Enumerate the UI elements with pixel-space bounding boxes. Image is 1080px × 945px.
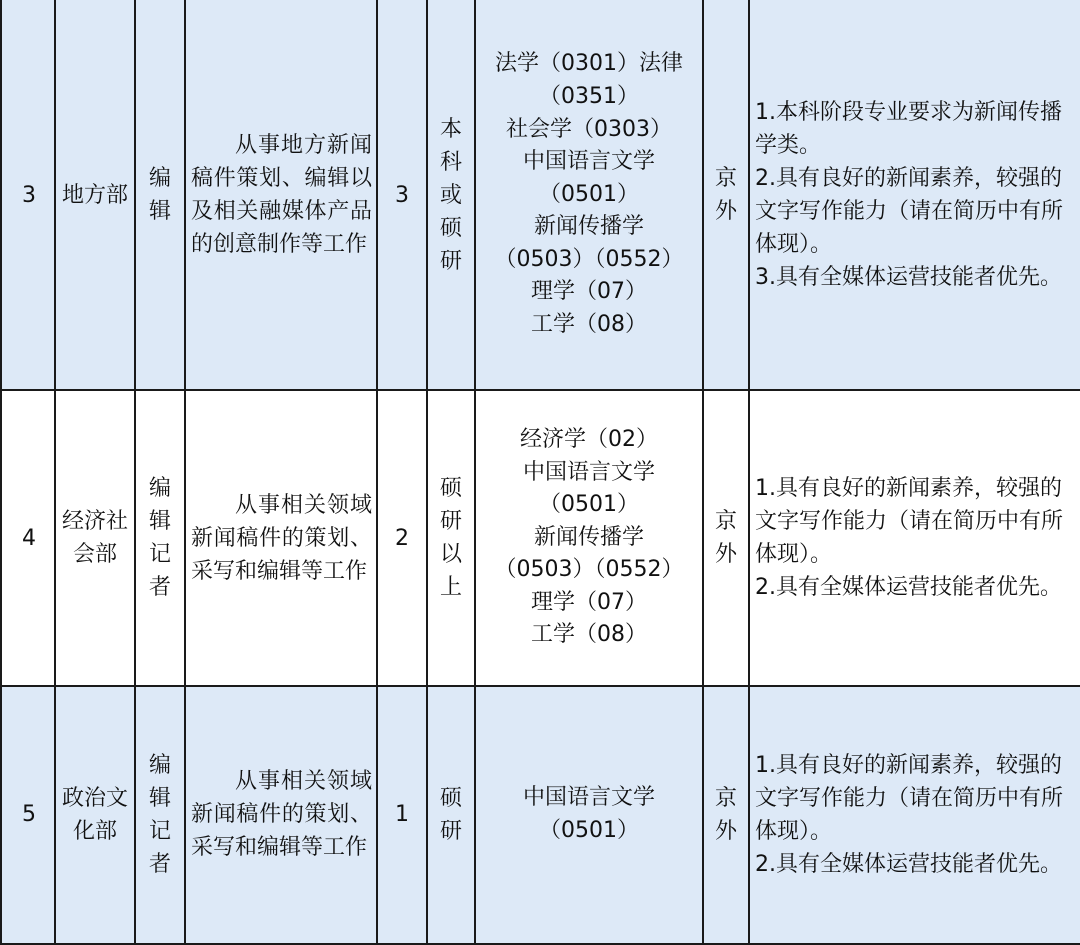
requirement-item: 3.具有全媒体运营技能者优先。 bbox=[755, 265, 1062, 290]
majors-list bbox=[523, 782, 655, 847]
major-line: 工学（08） bbox=[530, 622, 647, 648]
column-divider bbox=[376, 0, 378, 945]
column-divider bbox=[54, 0, 56, 945]
major-line: 理学（07） bbox=[530, 279, 647, 305]
major-line: 中国语言文学 bbox=[522, 784, 655, 810]
duty-text: 从事地方新闻稿件策划、编辑以及相关融媒体产品的创意制作等工作 bbox=[191, 133, 372, 257]
requirement-item: 2.具有良好的新闻素养，较强的文字写作能力（请在简历中有所体现）。 bbox=[755, 166, 1064, 257]
duty-text: 从事相关领域新闻稿件的策划、采写和编辑等工作 bbox=[191, 492, 372, 584]
department-name: 经济社会部 bbox=[61, 509, 128, 567]
requirement-item: 2.具有全媒体运营技能者优先。 bbox=[755, 575, 1062, 600]
education-level: 硕研 bbox=[439, 785, 462, 844]
major-line: 理学（07） bbox=[530, 589, 647, 615]
major-line: 中国语言文学 bbox=[522, 149, 655, 175]
position-cell bbox=[136, 390, 184, 686]
department-cell bbox=[56, 390, 134, 686]
major-line: 工学（08） bbox=[530, 312, 647, 338]
department-cell bbox=[56, 686, 134, 943]
duty-text: 从事相关领域新闻稿件的策划、采写和编辑等工作 bbox=[191, 769, 372, 860]
table-row bbox=[2, 390, 1080, 686]
major-line: （0501） bbox=[538, 181, 639, 207]
requirements-list bbox=[755, 472, 1074, 604]
column-divider bbox=[748, 0, 750, 945]
major-line: 法学（0301）法律 bbox=[494, 51, 683, 77]
requirements-list bbox=[755, 749, 1074, 881]
row-divider bbox=[2, 685, 1080, 687]
location-cell bbox=[704, 0, 748, 390]
position-cell bbox=[136, 686, 184, 943]
row-number: 3 bbox=[22, 182, 36, 208]
duty-cell bbox=[186, 686, 376, 943]
headcount: 3 bbox=[395, 182, 409, 208]
position-cell bbox=[136, 0, 184, 390]
requirement-item: 1.本科阶段专业要求为新闻传播学类。 bbox=[755, 100, 1062, 158]
major-line: （0501） bbox=[538, 817, 639, 843]
column-divider bbox=[184, 0, 186, 945]
requirements-cell bbox=[750, 686, 1080, 943]
requirements-cell bbox=[750, 390, 1080, 686]
education-cell bbox=[428, 390, 474, 686]
location-cell bbox=[704, 686, 748, 943]
column-divider bbox=[426, 0, 428, 945]
column-divider bbox=[702, 0, 704, 945]
major-line: 中国语言文学 bbox=[522, 459, 655, 485]
requirement-item: 1.具有良好的新闻素养，较强的文字写作能力（请在简历中有所体现）。 bbox=[755, 476, 1064, 567]
location-text: 京外 bbox=[714, 509, 737, 567]
requirement-item: 2.具有全媒体运营技能者优先。 bbox=[755, 851, 1062, 877]
majors-cell bbox=[476, 390, 702, 686]
duty-cell bbox=[186, 390, 376, 686]
education-cell bbox=[428, 686, 474, 943]
table-row bbox=[2, 0, 1080, 390]
headcount: 1 bbox=[395, 802, 409, 827]
requirement-item: 1.具有良好的新闻素养，较强的文字写作能力（请在简历中有所体现）。 bbox=[755, 752, 1064, 844]
requirements-cell bbox=[750, 0, 1080, 390]
education-level: 硕研以上 bbox=[439, 476, 462, 600]
education-cell bbox=[428, 0, 474, 390]
major-line: 社会学（0303） bbox=[505, 116, 672, 142]
department-name: 政治文化部 bbox=[61, 785, 128, 844]
major-line: （0501） bbox=[538, 492, 639, 518]
table-row bbox=[2, 686, 1080, 943]
department-cell bbox=[56, 0, 134, 390]
row-number: 5 bbox=[22, 802, 36, 827]
duty-cell bbox=[186, 0, 376, 390]
column-divider bbox=[134, 0, 136, 945]
position-name: 编辑 bbox=[148, 166, 171, 224]
major-line: 新闻传播学 bbox=[533, 214, 644, 240]
major-line: （0351） bbox=[538, 83, 639, 109]
headcount: 2 bbox=[395, 525, 409, 551]
major-line: 新闻传播学 bbox=[533, 524, 644, 550]
position-name: 编辑记者 bbox=[148, 752, 171, 877]
major-line: 经济学（02） bbox=[519, 426, 658, 452]
department-name: 地方部 bbox=[61, 182, 128, 208]
majors-list bbox=[495, 424, 684, 652]
row-number: 4 bbox=[22, 525, 36, 551]
location-text: 京外 bbox=[714, 166, 737, 224]
position-name: 编辑记者 bbox=[148, 476, 171, 600]
education-level: 本科或硕研 bbox=[439, 116, 462, 274]
majors-cell bbox=[476, 0, 702, 390]
location-text: 京外 bbox=[714, 785, 737, 844]
location-cell bbox=[704, 390, 748, 686]
majors-list bbox=[495, 48, 684, 341]
major-line: （0503）（0552） bbox=[494, 246, 684, 272]
requirements-list bbox=[755, 96, 1074, 294]
major-line: （0503）（0552） bbox=[494, 557, 684, 583]
row-divider bbox=[2, 389, 1080, 391]
column-divider bbox=[474, 0, 476, 945]
majors-cell bbox=[476, 686, 702, 943]
